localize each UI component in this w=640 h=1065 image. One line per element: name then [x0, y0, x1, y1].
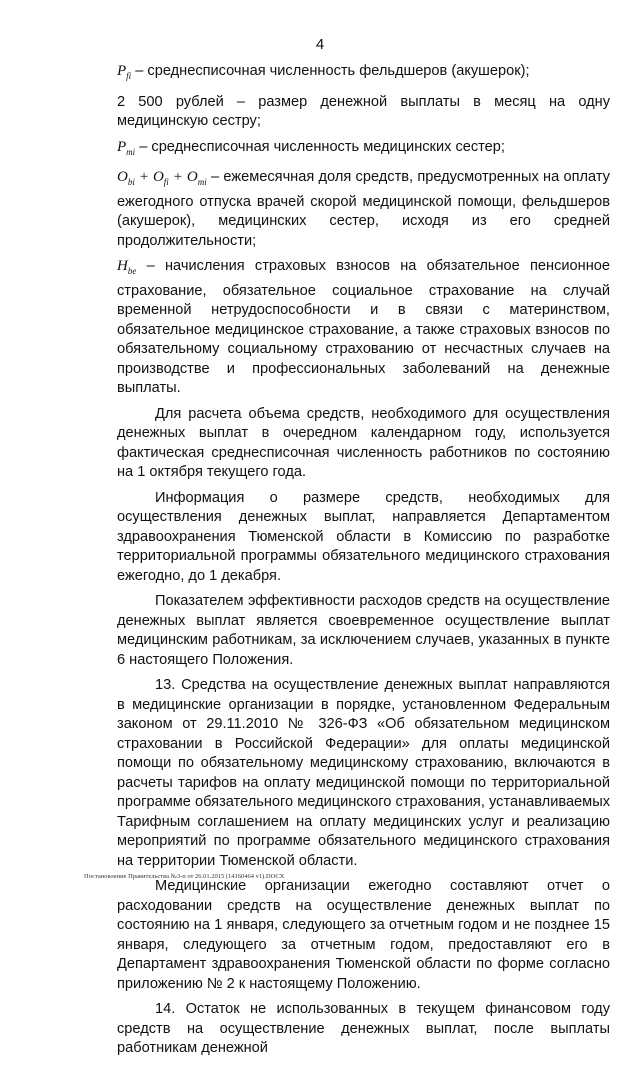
formula-symbol: $O_{bi} + O_{fi} + O_{mi}$ — [117, 169, 207, 187]
paragraph-14: 14. Остаток не использованных в текущем финансовом году средств на осуществление денежных выплат, после выплаты работникам денежной — [117, 1001, 610, 1056]
definition-pmi: $P_{mi}$ – среднесписочная численность медицинских сестер; — [117, 138, 505, 157]
paragraph-calculation: Для расчета объема средств, необходимого для осуществления денежных выплат в очередном календарном году, используется фактическая среднесписочная численность работников по состоянию на 1 октября текущего года. — [117, 405, 610, 480]
definition-hbe: $H_{be}$ – начисления страховых взносов на обязательное пенсионное страхование, обязательное социальное страхование на случай временной нетрудоспособности и в связи с материнством, обязательное медицинское страхование, а также страховых взносов по обязательному социальному страхованию от несчастных случаев на производстве и профессиональных заболеваний на денежные выплаты. — [117, 258, 610, 396]
page-number: 4 — [315, 36, 325, 53]
paragraph-efficiency: Показателем эффективности расходов средств на осуществление денежных выплат является своевременное осуществление выплат медицинским работникам, за исключением случаев, указанных в пункте 6 настоящего Положения. — [117, 593, 610, 668]
paragraph-information: Информация о размере средств, необходимых для осуществления денежных выплат, направляется Департаментом здравоохранения Тюменской области в Комиссию по разработке территориальной программы обязательного медицинского страхования ежегодно, до 1 декабря. — [117, 489, 610, 584]
paragraph-13: 13. Средства на осуществление денежных выплат направляются в медицинские организации в порядке, установленном Федеральным законом от 29.11.2010 № 326-ФЗ «Об обязательном медицинском страховании в Российской Федерации» для оплаты медицинской помощи по обязательному медицинскому страхованию, включаются в расчеты тарифов на оплату медицинской помощи по территориальной программе обязательного медицинского страхования, устанавливаемых Тарифным соглашением на оплату медицинских услуг и реализацию мероприятий по программе обязательного медицинского страхования на территории Тюменской области. — [117, 677, 610, 869]
definition-pfi: $P_{fi}$ – среднесписочная численность фельдшеров (акушерок); — [117, 63, 530, 81]
definition-o-sum: $O_{bi} + O_{fi} + O_{mi}$ – ежемесячная доля средств, предусмотренных на оплату ежегодного отпуска врачей скорой медицинской помощи, фельдшеров (акушерок), медицинских сестер, исходя из его средней продолжительности; — [117, 169, 610, 249]
document-footer: Постановление Правительства №3-п от 26.01.2015 (14160464 v1).DOCX — [84, 873, 285, 880]
formula-symbol: $H_{be}$ — [117, 258, 137, 276]
formula-symbol: $P_{fi}$ — [117, 63, 132, 81]
formula-symbol: $P_{mi}$ — [117, 138, 136, 157]
paragraph-report: Медицинские организации ежегодно составляют отчет о расходовании средств на осуществление денежных выплат по состоянию на 1 января, следующего за отчетным годом и не позднее 15 января, следующего за отчетным годом, предоставляют его в Департамент здравоохранения Тюменской области по форме согласно приложению № 2 к настоящему Положению. — [117, 878, 610, 992]
document-body — [117, 62, 610, 1065]
definition-nurse-payment: 2 500 рублей – размер денежной выплаты в месяц на одну медицинскую сестру; — [117, 93, 610, 129]
